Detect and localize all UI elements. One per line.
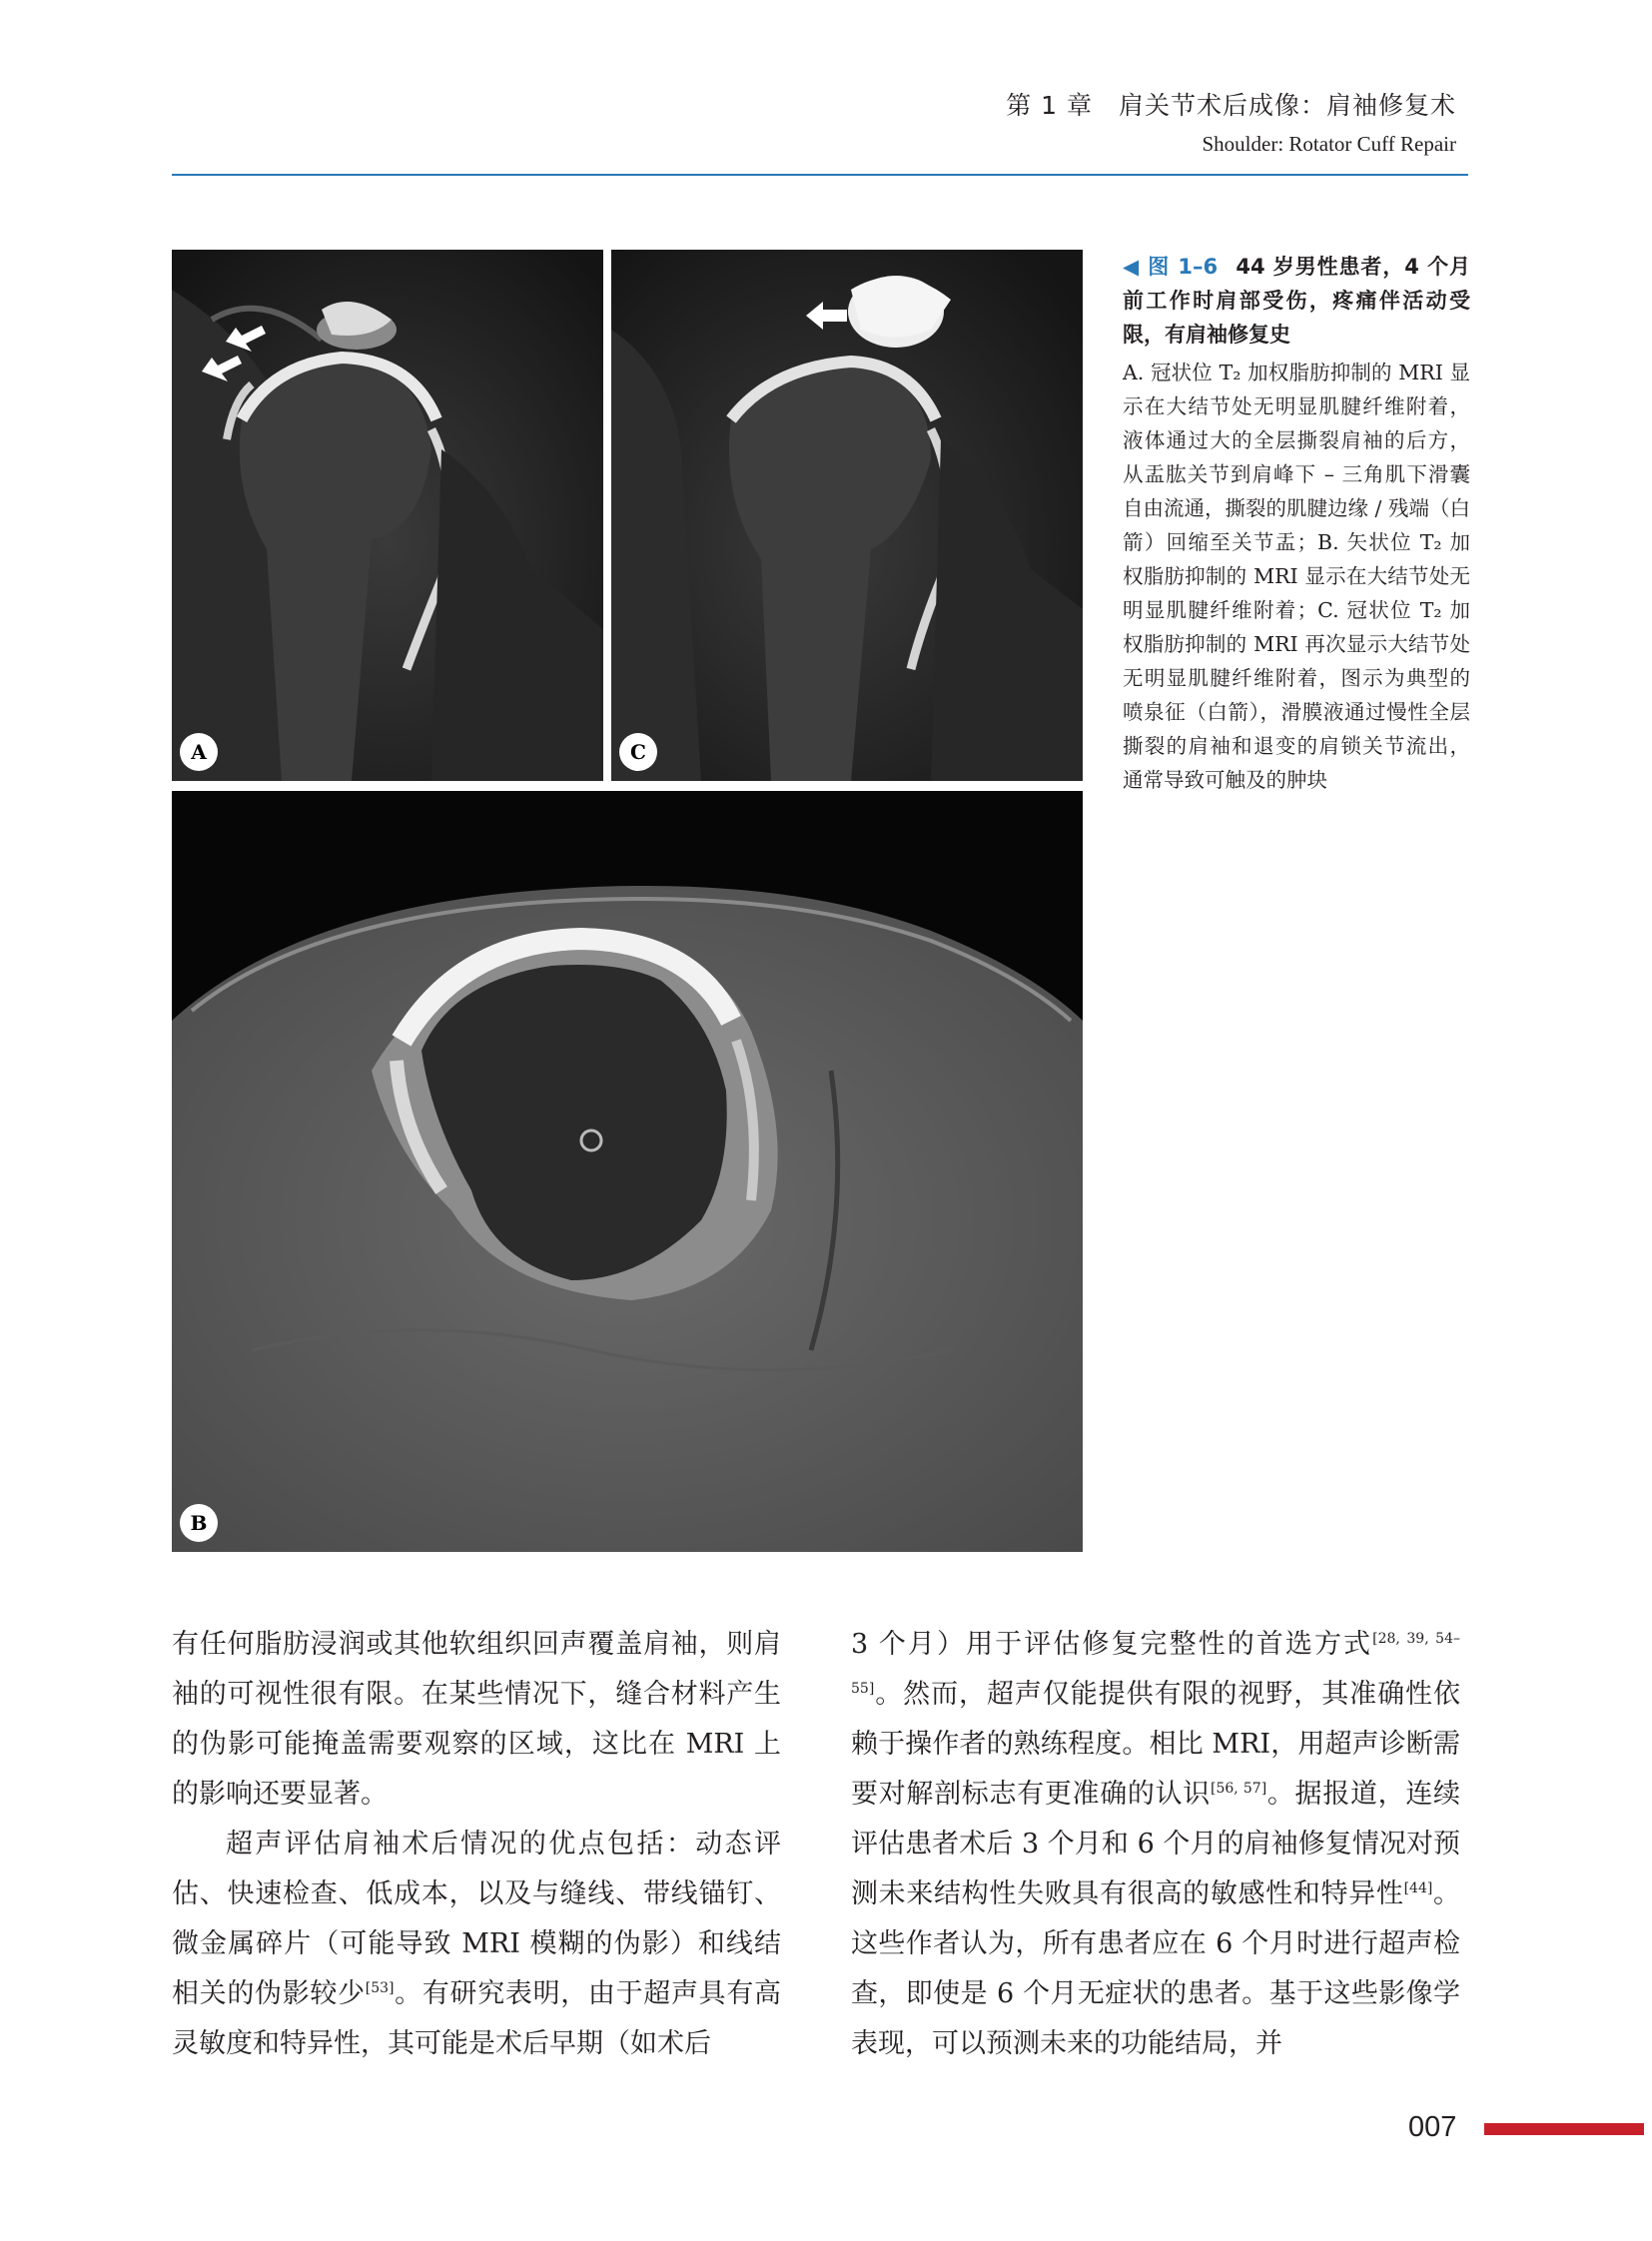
caption-title-text: 44 岁男性患者，4 个月前工作时肩部受伤，疼痛伴活动受限，有肩袖修复史 [1123,255,1470,347]
chapter-subtitle-en: Shoulder: Rotator Cuff Repair [1202,132,1456,156]
mri-panel-a [172,250,603,781]
citation: [28, 39, 54–55] [851,1631,1460,1697]
running-header [1006,86,1456,157]
chapter-title: 第 1 章 肩关节术后成像：肩袖修复术 [1006,91,1456,120]
header-rule [172,174,1468,176]
citation: [56, 57] [1211,1781,1267,1797]
paragraph: 3 个月）用于评估修复完整性的首选方式[28, 39, 54–55]。然而，超声仅能提供有限的视野，其准确性依赖于操作者的熟练程度。相比 MRI，用超声诊断需要对解剖标志有更准确的认识[56, 57]。据报道，连续评估患者术后 3 个月和 6 个月的肩袖修复情况对预测未来结构性失败具有很高的敏感性和特异性[44]。这些作者认为，所有患者应在 6 个月时进行超声检查，即使是 6 个月无症状的患者。基于这些影像学表现，可以预测未来的功能结局，并 [851,1629,1461,2059]
caption-body: A. 冠状位 T₂ 加权脂肪抑制的 MRI 显示在大结节处无明显肌腱纤维附着，液体通过大的全层撕裂肩袖的后方，从盂肱关节到肩峰下 – 三角肌下滑囊自由流通，撕裂的肌腱边缘 / 残端（白箭）回缩至关节盂；B. 矢状位 T₂ 加权脂肪抑制的 MRI 显示在大结节处无明显肌腱纤维附着；C. 冠状位 T₂ 加权脂肪抑制的 MRI 再次显示大结节处无明显肌腱纤维附着，图示为典型的喷泉征（白箭），滑膜液通过慢性全层撕裂的肩袖和退变的肩锁关节流出，通常导致可触及的肿块 [1123,361,1470,792]
panel-label-a: A [180,733,218,771]
figure-number: 图 1–6 [1148,255,1219,279]
caption-title [1123,250,1470,352]
text-column-right [851,1620,1460,2069]
folio-bar [1484,2123,1644,2135]
text-column-left [172,1620,781,2069]
paragraph: 超声评估肩袖术后情况的优点包括：动态评估、快速检查、低成本，以及与缝线、带线锚钉、微金属碎片（可能导致 MRI 模糊的伪影）和线结相关的伪影较少[53]。有研究表明，由于超声具有高灵敏度和特异性，其可能是术后早期（如术后 [172,1829,781,2059]
citation: [44] [1403,1880,1433,1896]
caption-pointer-icon: ◀ [1123,255,1141,279]
mri-panel-c [611,250,1083,781]
citation: [53] [365,1980,395,1996]
page-number: 007 [1408,2111,1457,2143]
panel-label-c: C [619,733,657,771]
figure-caption [1123,250,1470,797]
paragraph: 有任何脂肪浸润或其他软组织回声覆盖肩袖，则肩袖的可视性很有限。在某些情况下，缝合材料产生的伪影可能掩盖需要观察的区域，这比在 MRI 上的影响还要显著。 [172,1629,781,1810]
mri-panel-b [172,791,1083,1552]
panel-label-b: B [180,1504,218,1542]
